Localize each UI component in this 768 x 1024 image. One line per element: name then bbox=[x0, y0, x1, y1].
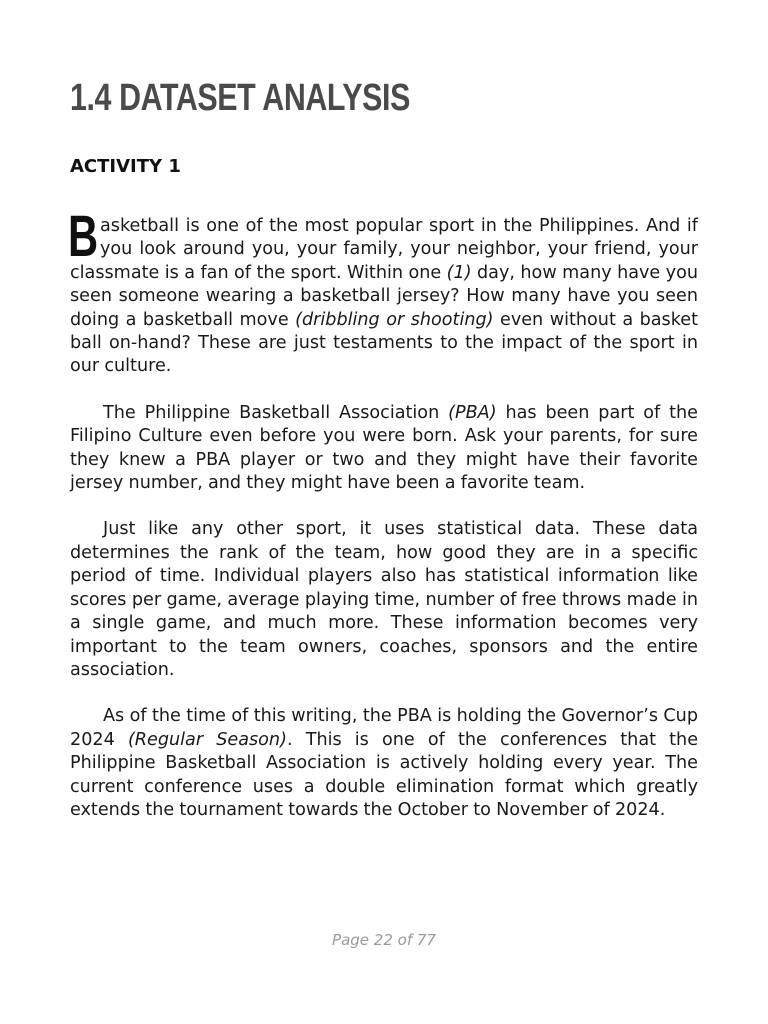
paragraph-4-text-b: . This is one of the conferences that the Philippine Basketball Association is actively holding every year. The current conference uses a double elimination format which greatly extends the tournament towards the October to November of 2024. bbox=[70, 729, 699, 820]
section-title: 1.4 DATASET ANALYSIS bbox=[70, 77, 410, 119]
paragraph-4-text-a: As of the time of this writing, the PBA is holding the Governor’s Cup 2024 bbox=[70, 706, 698, 750]
paragraph-3-text-a: Just like any other sport, it uses statistical data. These data determines the rank of the team, how good they are in a specific period of time. Individual players also has statistical information like scores per game, average playing time, number of free throws made in a single game, and much more. These information becomes very important to the team owners, coaches, sponsors and the entire association. bbox=[70, 519, 698, 680]
paragraph-4 bbox=[70, 705, 698, 822]
paragraph-1-text-c: even without a basket ball on-hand? These are just testaments to the impact of the sport in our culture. bbox=[70, 309, 698, 377]
drop-cap: B bbox=[68, 204, 99, 269]
paragraph-2-italic-a: (PBA) bbox=[448, 402, 497, 423]
paragraph-1-italic-b: (dribbling or shooting) bbox=[295, 309, 494, 330]
body-text bbox=[70, 205, 698, 845]
paragraph-2-text-b: has been part of the Filipino Culture even before you were born. Ask your parents, for sure they knew a PBA player or two and they might have their favorite jersey number, and they might have been a favorite team. bbox=[70, 402, 698, 494]
activity-heading: ACTIVITY 1 bbox=[70, 156, 181, 177]
paragraph-2-text-a: The Philippine Basketball Association bbox=[103, 402, 449, 423]
paragraph-1-text-a: asketball is one of the most popular sport in the Philippines. And if you look around you, your family, your neighbor, your friend, your classmate is a fan of the sport. Within one bbox=[70, 216, 698, 283]
paragraph-1 bbox=[70, 205, 698, 379]
page-number-footer: Page 22 of 77 bbox=[332, 931, 436, 949]
paragraph-1-text-b: day, how many have you seen someone wearing a basketball jersey? How many have you seen doing a basketball move bbox=[70, 262, 699, 330]
paragraph-1-italic-a: (1) bbox=[446, 262, 472, 283]
paragraph-2 bbox=[70, 402, 698, 496]
paragraph-4-italic-a: (Regular Season) bbox=[127, 729, 287, 750]
paragraph-3 bbox=[70, 518, 698, 682]
